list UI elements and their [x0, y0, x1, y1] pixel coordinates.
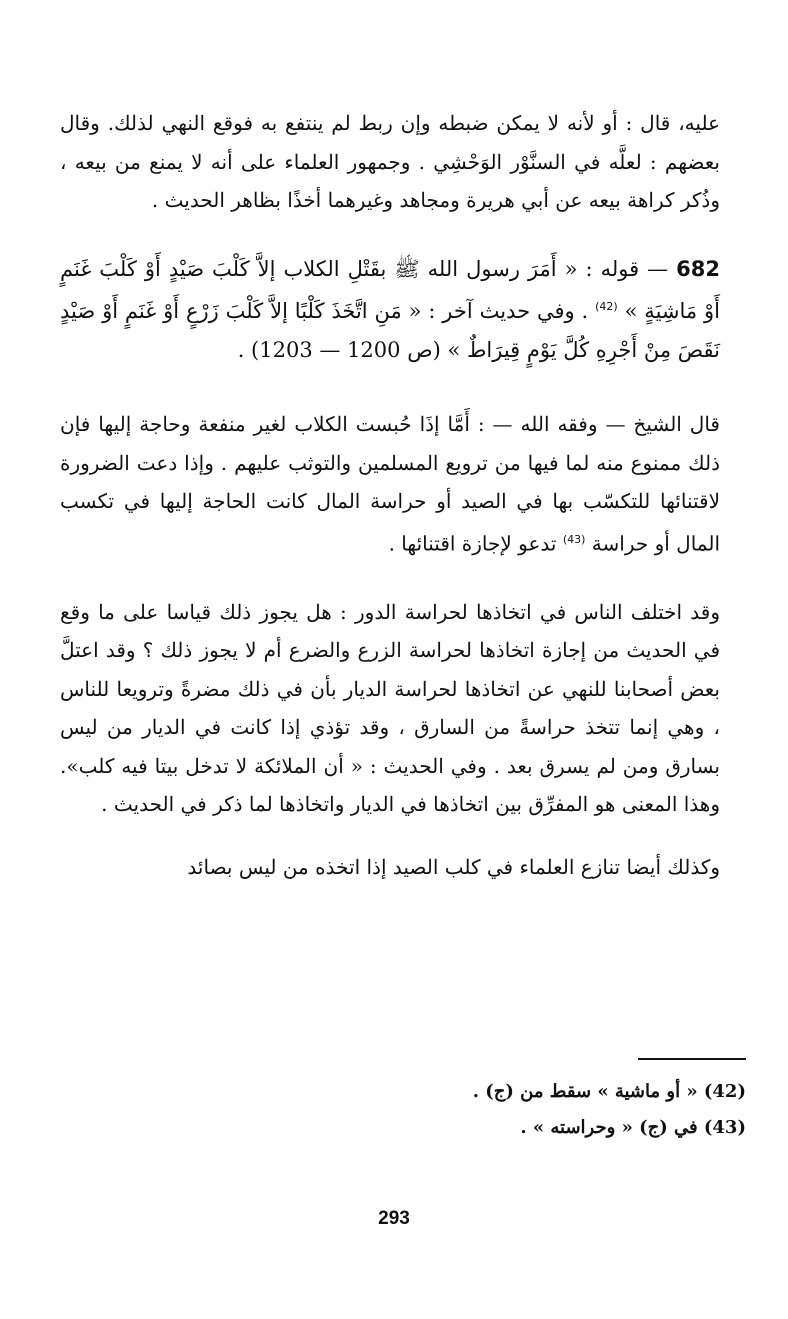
paragraph-commentary-1: عليه، قال : أو لأنه لا يمكن ضبطه وإن ربط لم ينتفع به فوقع النهي لذلك. وقال بعضهم : لعلَّه في السنَّوْر الوَحْشِي . وجمهور العلماء على أنه لا يمنع من بيعه ، وذُكر كراهة بيعه عن أبي هريرة ومجاهد وغيرهما أخذًا بظاهر الحديث . [60, 111, 720, 212]
footnotes [106, 1074, 746, 1146]
footnote-divider [638, 1058, 746, 1060]
footnote-42: (42) « أو ماشية » سقط من (ج) . [472, 1081, 746, 1102]
paragraph-dispute-guarding: وقد اختلف الناس في اتخاذها لحراسة الدور : هل يجوز ذلك قياسا على ما وقع في الحديث من إجازة اتخاذها لحراسة الزرع والضرع أم لا يجوز ذلك ؟ وقد اعتلَّ بعض أصحابنا للنهي عن اتخاذها لحراسة الديار بأن في ذلك مضرةً وترويعا للناس ، وهي إنما تتخذ حراسةً من السارق ، وقد تؤذي إذا كانت في الديار من ليس بسارق ومن لم يسرق بعد . وفي الحديث : « أن الملائكة لا تدخل بيتا فيه كلب». وهذا المعنى هو المفرِّق بين اتخاذها في الديار واتخاذها لما ذكر في الحديث . [60, 599, 721, 817]
book-page-body [60, 104, 720, 886]
hadith-text: — قوله : « أَمَرَ رسول الله ﷺ بقَتْلِ الكلاب إلاَّ كَلْبَ صَيْدٍ أَوْ كَلْبَ غَنَمٍ أَوْ مَاشِيَةٍ » [60, 256, 721, 323]
footnote-43: (43) في (ج) « وحراسته » . [520, 1117, 746, 1138]
footnote-ref-42: (42) [595, 300, 618, 313]
paragraph-hunting-dog: وكذلك أيضا تنازع العلماء في كلب الصيد إذا اتخذه من ليس بصائد [187, 854, 720, 879]
hadith-number: 682 [676, 256, 720, 281]
sheikh-comment-text-end: تدعو لإجازة اقتنائها . [388, 531, 557, 556]
footnote-ref-43: (43) [562, 532, 586, 546]
page-number: 293 [378, 1208, 410, 1229]
paragraph-hadith-682 [60, 250, 720, 370]
hadith-text-continued: . وفي حديث آخر : « مَنِ اتَّخَذَ كَلْبًا إلاَّ كَلْبَ زَرْعٍ أَوْ غَنَمٍ أَوْ صَيْدٍ نَقَصَ مِنْ أَجْرِهِ كُلَّ يَوْمٍ قِيرَاطٌ » (ص 1200 — 1203) . [60, 299, 720, 362]
paragraph-sheikh-comment [60, 405, 720, 563]
sheikh-comment-text: قال الشيخ — وفقه الله — : أَمَّا إذَا حُبست الكلاب لغير منفعة وحاجة إليها فإن ذلك ممنوع منه لما فيها من ترويع المسلمين والتوثب عليهم . وإذا دعت الضرورة لاقتنائها للتكسّب بها في الصيد أو حراسة المال كانت الحاجة إليها في تكسب المال أو حراسة [60, 412, 720, 556]
